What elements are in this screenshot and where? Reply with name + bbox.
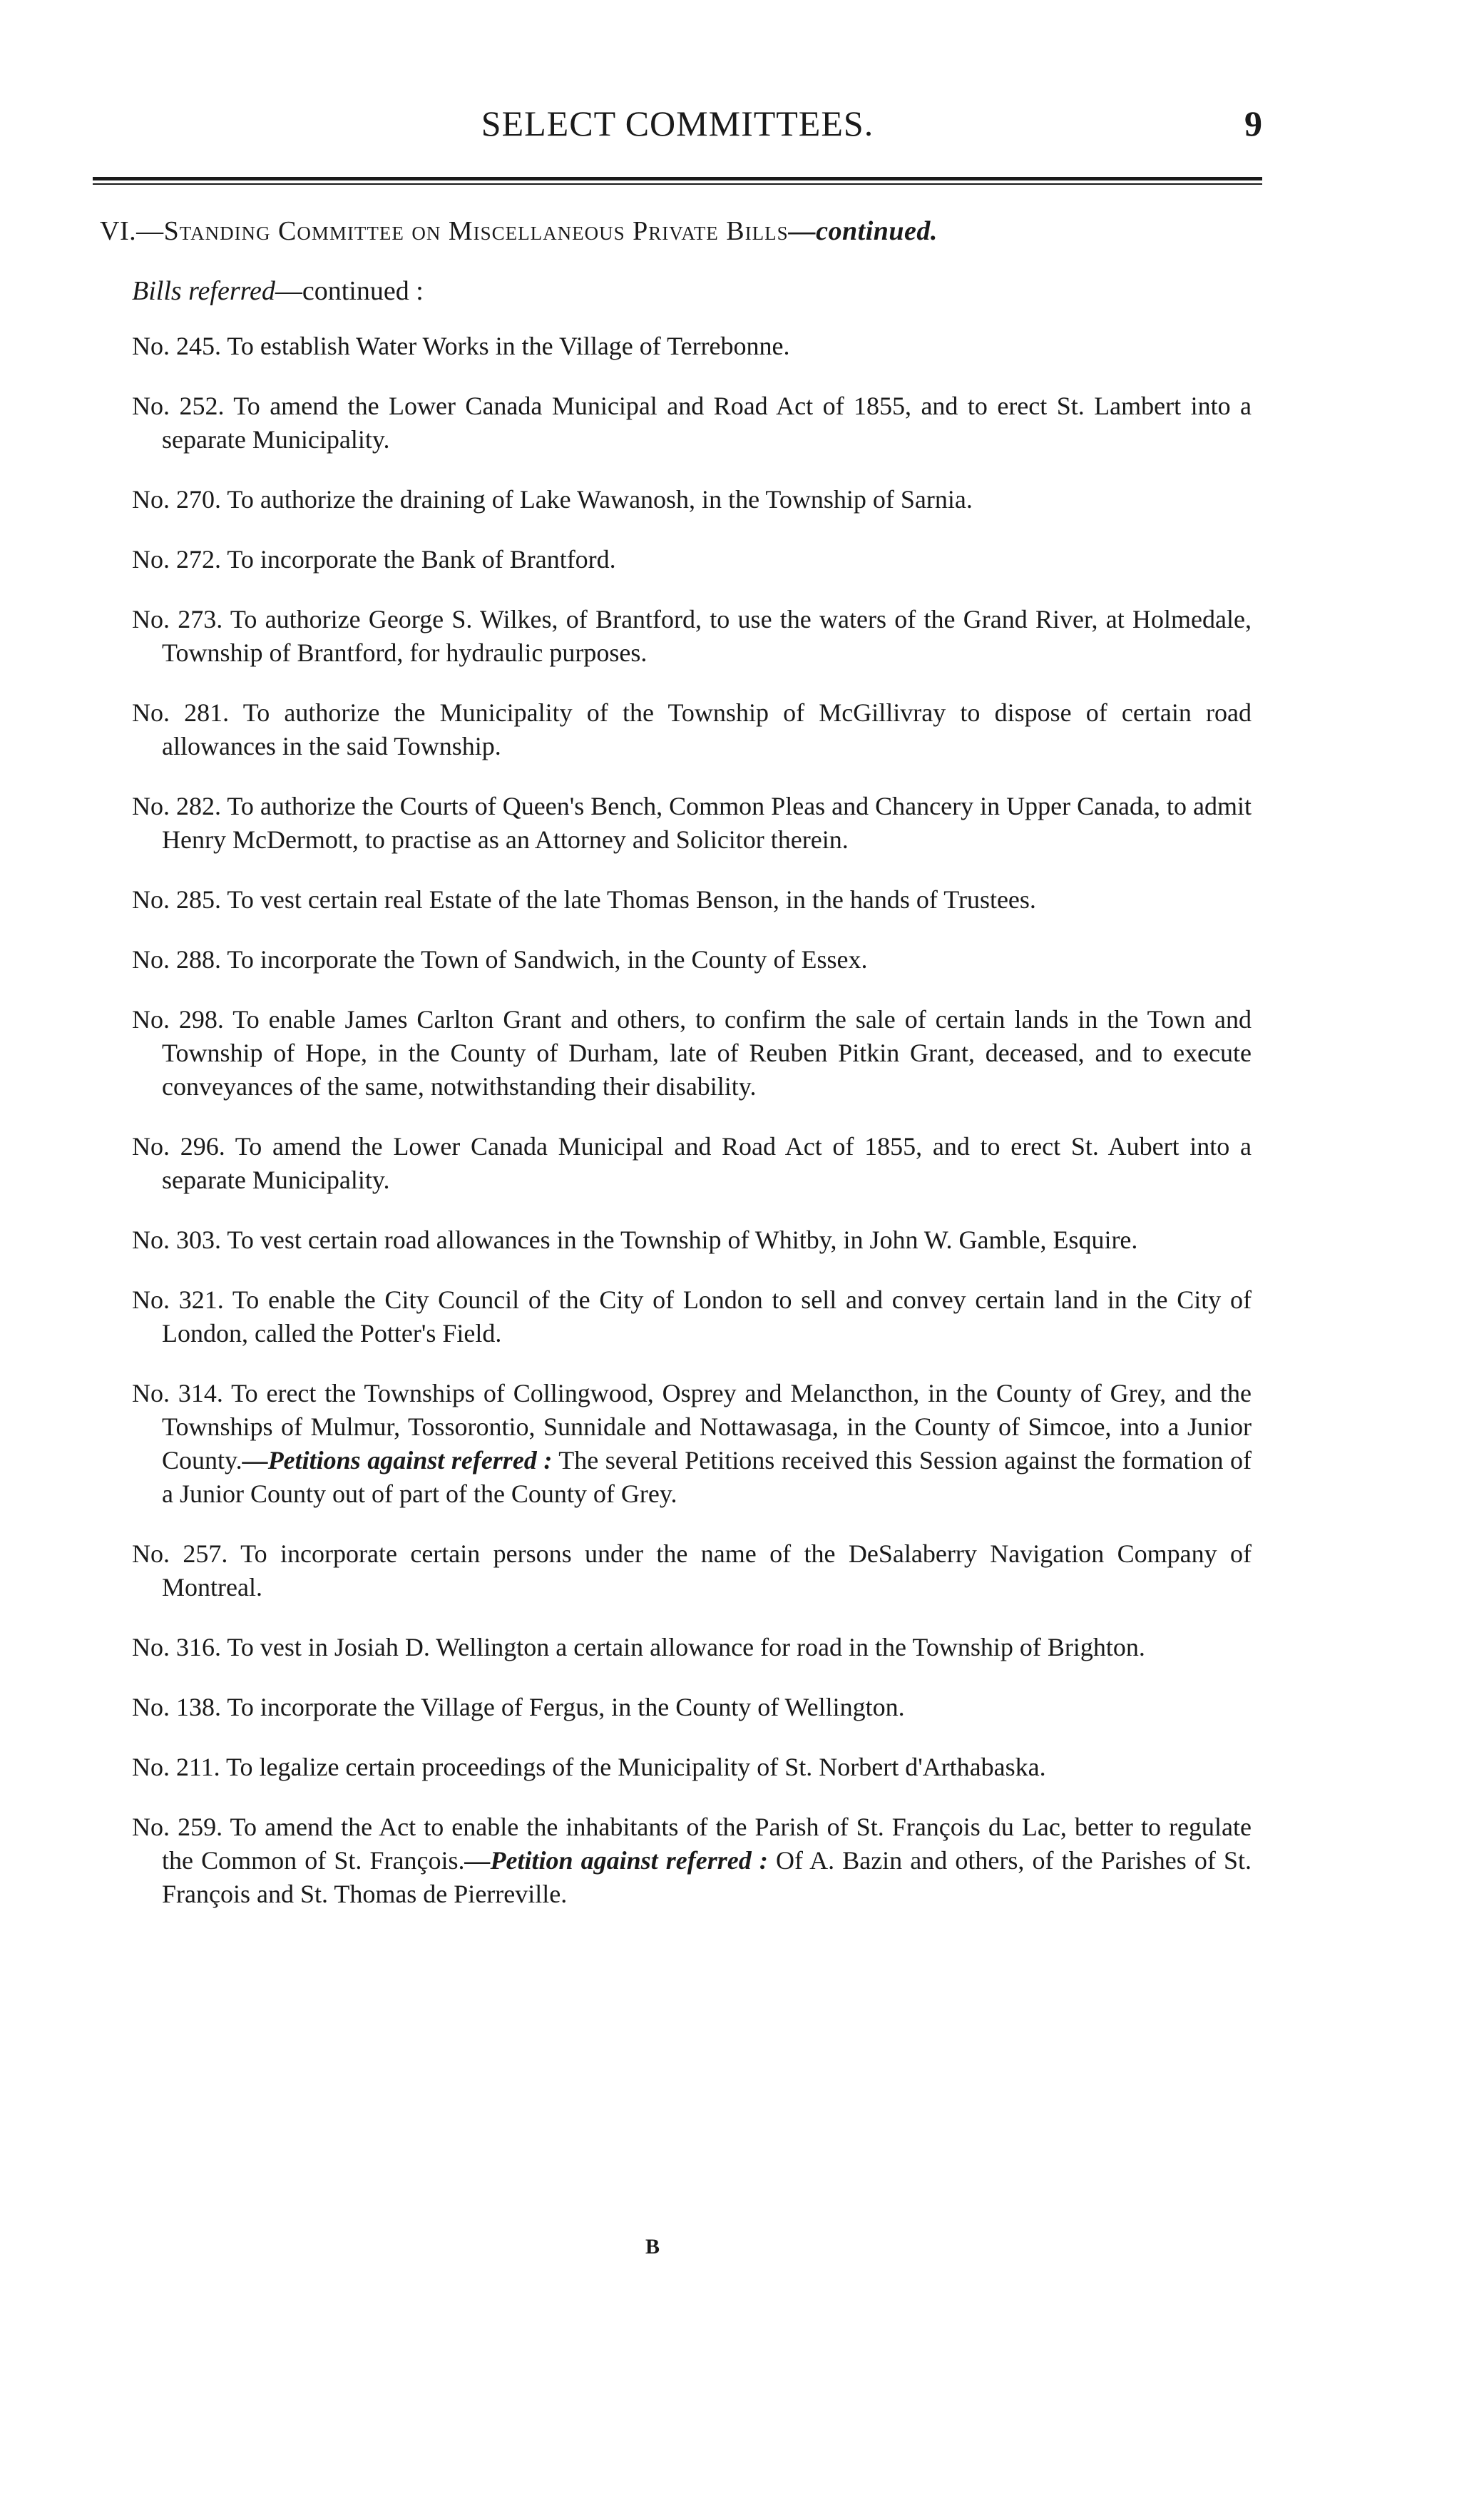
- bill-number: No. 272.: [132, 545, 221, 574]
- bill-text: To enable the City Council of the City of London to sell and convey certain land in the City of London, called the Potter's Field.: [162, 1285, 1252, 1348]
- bill-item: [132, 1751, 1252, 1784]
- page-header: [93, 98, 1262, 148]
- bill-item: [132, 790, 1252, 857]
- bill-item: [132, 1283, 1252, 1350]
- bill-item: [132, 1691, 1252, 1724]
- bill-item: [132, 1377, 1252, 1511]
- bill-text: To legalize certain proceedings of the Municipality of St. Norbert d'Arthabaska.: [226, 1753, 1046, 1781]
- petition-label: —Petitions against referred :: [242, 1446, 553, 1474]
- bill-number: No. 296.: [132, 1132, 225, 1161]
- page-number: 9: [1244, 103, 1262, 143]
- subheading-italic: Bills referred: [132, 276, 275, 306]
- bill-number: No. 281.: [132, 698, 230, 727]
- bill-text: To erect the Townships of Collingwood, Osprey and Melancthon, in the County of Grey, and the Townships of Mulmur, Tossorontio, Sunnidale and Nottawasaga, in the County of Simcoe, into a Junior County.: [162, 1379, 1252, 1474]
- bill-number: No. 259.: [132, 1813, 223, 1841]
- bill-number: No. 211.: [132, 1753, 220, 1781]
- section-title: Standing Committee on Miscellaneous Private Bills: [163, 216, 789, 246]
- bill-item: [132, 1810, 1252, 1911]
- bill-item: [132, 603, 1252, 670]
- bill-item: [132, 543, 1252, 576]
- bill-number: No. 252.: [132, 392, 225, 420]
- bill-item: [132, 1223, 1252, 1257]
- bill-number: No. 285.: [132, 885, 221, 914]
- bill-item: [132, 1130, 1252, 1197]
- header-rule: [93, 177, 1262, 185]
- bill-item: [132, 330, 1252, 363]
- bill-item: [132, 1003, 1252, 1104]
- bill-text: To amend the Lower Canada Municipal and Road Act of 1855, and to erect St. Aubert into a separate Municipality.: [162, 1132, 1252, 1194]
- bill-text: To incorporate the Town of Sandwich, in the County of Essex.: [227, 945, 868, 974]
- bill-item: [132, 943, 1252, 977]
- bill-number: No. 138.: [132, 1693, 221, 1721]
- petition-text: Of A. Bazin and others, of the Parishes of St. François and St. Thomas de Pierreville.: [162, 1846, 1252, 1908]
- bill-number: No. 245.: [132, 332, 221, 360]
- bill-item: [132, 883, 1252, 917]
- section-roman-numeral: VI.—: [100, 216, 164, 246]
- bill-number: No. 321.: [132, 1285, 224, 1314]
- bill-text: To incorporate the Bank of Brantford.: [227, 545, 616, 574]
- bill-text: To amend the Lower Canada Municipal and Road Act of 1855, and to erect St. Lambert into a separate Municipality.: [162, 392, 1252, 454]
- bill-number: No. 316.: [132, 1633, 221, 1661]
- section-heading: [100, 211, 1276, 251]
- bill-number: No. 270.: [132, 485, 221, 514]
- bill-item: [132, 696, 1252, 763]
- bill-item: [132, 389, 1252, 457]
- bill-item: [132, 1537, 1252, 1604]
- bill-number: No. 273.: [132, 605, 223, 633]
- subheading: [132, 271, 424, 311]
- bill-number: No. 303.: [132, 1226, 221, 1254]
- signature-mark: B: [645, 2235, 660, 2258]
- bill-text: To vest certain road allowances in the Township of Whitby, in John W. Gamble, Esquire.: [227, 1226, 1138, 1254]
- running-title: SELECT COMMITTEES.: [481, 103, 874, 143]
- section-continued: —continued.: [788, 216, 938, 246]
- bill-text: To incorporate the Village of Fergus, in the County of Wellington.: [227, 1693, 905, 1721]
- bill-text: To amend the Act to enable the inhabitants of the Parish of St. François du Lac, better to regulate the Common of St. François.: [162, 1813, 1252, 1875]
- bill-text: To incorporate certain persons under the name of the DeSalaberry Navigation Company of Montreal.: [162, 1539, 1252, 1601]
- bill-number: No. 288.: [132, 945, 221, 974]
- petition-label: —Petition against referred :: [464, 1846, 768, 1875]
- bill-text: To vest in Josiah D. Wellington a certain allowance for road in the Township of Brighton.: [227, 1633, 1145, 1661]
- petition-text: The several Petitions received this Session against the formation of a Junior County out of part of the County of Grey.: [162, 1446, 1252, 1508]
- bill-number: No. 298.: [132, 1005, 224, 1034]
- bill-text: To authorize George S. Wilkes, of Brantford, to use the waters of the Grand River, at Holmedale, Township of Brantford, for hydraulic purposes.: [162, 605, 1252, 667]
- bill-text: To establish Water Works in the Village of Terrebonne.: [227, 332, 790, 360]
- bill-text: To vest certain real Estate of the late Thomas Benson, in the hands of Trustees.: [227, 885, 1036, 914]
- bill-text: To authorize the draining of Lake Wawanosh, in the Township of Sarnia.: [227, 485, 973, 514]
- bill-number: No. 282.: [132, 792, 221, 820]
- subheading-rest: —continued :: [275, 276, 424, 306]
- bill-item: [132, 483, 1252, 516]
- bill-text: To authorize the Courts of Queen's Bench, Common Pleas and Chancery in Upper Canada, to admit Henry McDermott, to practise as an Attorney and Solicitor therein.: [162, 792, 1252, 854]
- bill-list: [132, 330, 1252, 1937]
- bill-number: No. 314.: [132, 1379, 223, 1407]
- bill-item: [132, 1631, 1252, 1664]
- bill-text: To authorize the Municipality of the Township of McGillivray to dispose of certain road allowances in the said Township.: [162, 698, 1252, 760]
- bill-text: To enable James Carlton Grant and others, to confirm the sale of certain lands in the Town and Township of Hope, in the County of Durham, late of Reuben Pitkin Grant, deceased, and to execute conveyances of the same, notwithstanding their disability.: [162, 1005, 1252, 1101]
- bill-number: No. 257.: [132, 1539, 228, 1568]
